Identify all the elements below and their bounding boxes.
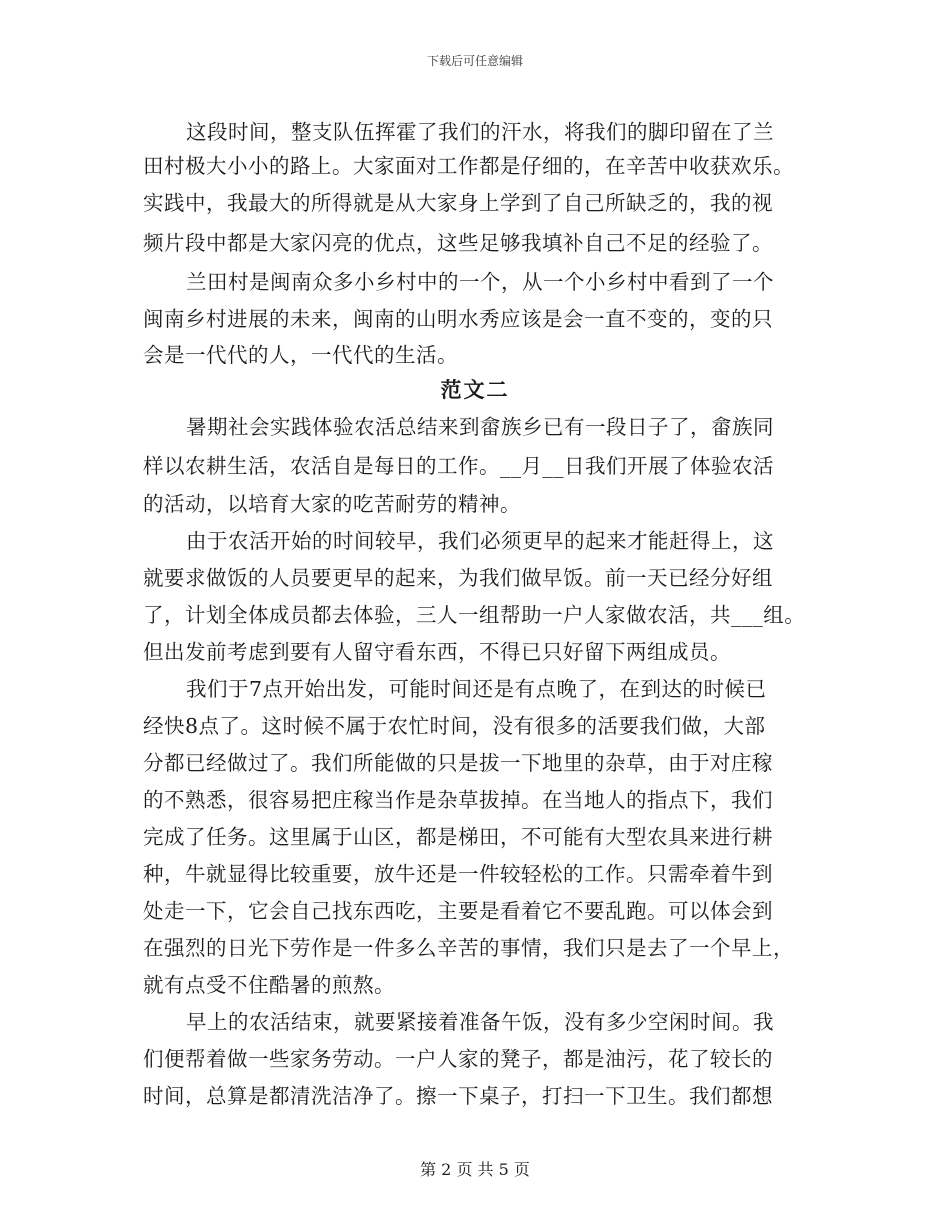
paragraph-line: 田村极大小小的路上。大家面对工作都是仔细的，在辛苦中收获欢乐。 [143,154,794,178]
paragraph-line: 就有点受不住酷暑的煎熬。 [143,973,395,997]
paragraph-line: 样以农耕生活，农活自是每日的工作。__月__日我们开展了体验农活 [143,454,774,478]
paragraph-line: 由于农活开始的时间较早，我们必须更早的起来才能赶得上，这 [186,529,774,553]
paragraph-line: 分都已经做过了。我们所能做的只是拔一下地里的杂草，由于对庄稼 [143,751,773,775]
page-footer: 第 2 页 共 5 页 [420,1160,530,1179]
paragraph-line: 完成了任务。这里属于山区，都是梯田，不可能有大型农具来进行耕 [143,825,773,849]
paragraph-line: 实践中，我最大的所得就是从大家身上学到了自己所缺乏的，我的视 [143,191,773,215]
section-heading: 范文二 [440,377,510,402]
paragraph-line: 经快8点了。这时候不属于农忙时间，没有很多的活要我们做，大部 [143,714,766,738]
paragraph-line: 们便帮着做一些家务劳动。一户人家的凳子，都是油污，花了较长的 [143,1047,773,1071]
paragraph-line: 这段时间，整支队伍挥霍了我们的汗水，将我们的脚印留在了兰 [186,120,774,144]
paragraph-line: 在强烈的日光下劳作是一件多么辛苦的事情，我们只是去了一个早上， [143,936,794,960]
paragraph-line: 频片段中都是大家闪亮的优点，这些足够我填补自己不足的经验了。 [143,231,773,255]
paragraph-line: 早上的农活结束，就要紧接着准备午饭，没有多少空闲时间。我 [186,1010,774,1034]
paragraph-line: 但出发前考虑到要有人留守看东西，不得已只好留下两组成员。 [143,640,731,664]
paragraph-line: 就要求做饭的人员要更早的起来，为我们做早饭。前一天已经分好组 [143,566,773,590]
paragraph-line: 闽南乡村进展的未来，闽南的山明水秀应该是会一直不变的，变的只 [143,307,773,331]
paragraph-line: 暑期社会实践体验农活总结来到畲族乡已有一段日子了，畲族同 [186,415,774,439]
paragraph-line: 兰田村是闽南众多小乡村中的一个，从一个小乡村中看到了一个 [186,270,774,294]
paragraph-line: 时间，总算是都清洗洁净了。擦一下桌子，打扫一下卫生。我们都想 [143,1084,773,1108]
paragraph-line: 了，计划全体成员都去体验，三人一组帮助一户人家做农活，共___组。 [143,603,806,627]
paragraph-line: 会是一代代的人，一代代的生活。 [143,343,458,367]
paragraph-line: 处走一下，它会自己找东西吃，主要是看着它不要乱跑。可以体会到 [143,899,773,923]
page-header: 下载后可任意编辑 [426,54,523,68]
paragraph-line: 的不熟悉，很容易把庄稼当作是杂草拔掉。在当地人的指点下，我们 [143,788,773,812]
paragraph-line: 种，牛就显得比较重要，放牛还是一件较轻松的工作。只需牵着牛到 [143,862,773,886]
paragraph-line: 我们于7点开始出发，可能时间还是有点晚了，在到达的时候已 [186,677,767,701]
paragraph-line: 的活动，以培育大家的吃苦耐劳的精神。 [143,492,521,516]
